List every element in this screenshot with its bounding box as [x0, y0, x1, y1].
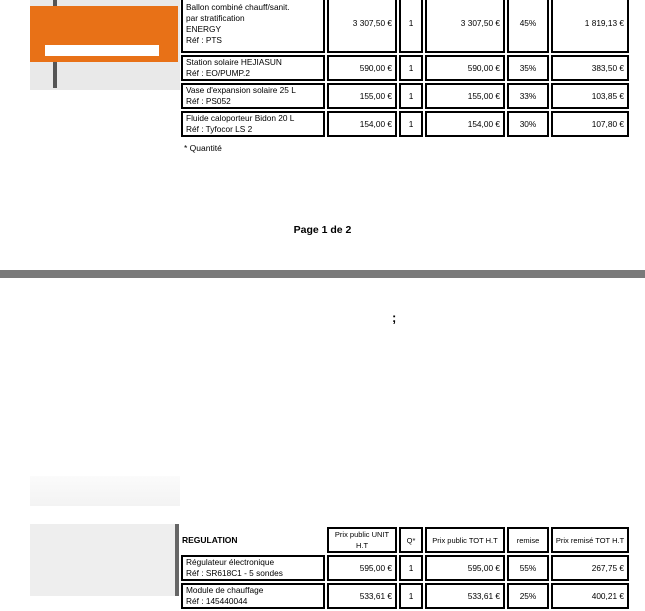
discount-cell: 45% [507, 0, 549, 53]
unit-price-cell: 154,00 € [327, 111, 397, 137]
discount-cell: 25% [507, 583, 549, 609]
unit-price-cell: 533,61 € [327, 583, 397, 609]
quantity-cell: 1 [399, 0, 423, 53]
total-price-cell: 154,00 € [425, 111, 505, 137]
net-price-cell: 383,50 € [551, 55, 629, 81]
header-faded-block [30, 476, 180, 506]
table-row [181, 83, 629, 109]
item-description-line: Fluide caloporteur Bidon 20 L [186, 113, 295, 123]
header-banner-stripe [45, 45, 159, 56]
document-page-2 [0, 278, 645, 606]
unit-price-cell: 595,00 € [327, 555, 397, 581]
item-description-line: Ballon combiné chauff/sanit. [186, 2, 290, 12]
quantity-cell: 1 [399, 111, 423, 137]
discount-cell: 30% [507, 111, 549, 137]
item-reference: Réf : PS052 [186, 96, 231, 106]
item-reference: Réf : EO/PUMP.2 [186, 68, 250, 78]
quantity-footnote: * Quantité [184, 143, 222, 153]
item-description-line: ENERGY [186, 24, 222, 34]
total-price-cell: 595,00 € [425, 555, 505, 581]
quantity-cell: 1 [399, 83, 423, 109]
item-reference: Réf : SR618C1 - 5 sondes [186, 568, 283, 578]
column-header-net-price: Prix remisé TOT H.T [551, 527, 629, 553]
total-price-cell: 533,61 € [425, 583, 505, 609]
column-header-unit-price: Prix public UNIT H.T [327, 527, 397, 553]
quote-table-page-2 [179, 525, 631, 611]
discount-cell: 55% [507, 555, 549, 581]
quote-table-page-1 [179, 0, 631, 139]
item-description [181, 0, 325, 53]
total-price-cell: 155,00 € [425, 83, 505, 109]
quantity-cell: 1 [399, 555, 423, 581]
item-description [181, 83, 325, 109]
quantity-cell: 1 [399, 55, 423, 81]
net-price-cell: 103,85 € [551, 83, 629, 109]
item-reference: Réf : 145440044 [186, 596, 248, 606]
unit-price-cell: 590,00 € [327, 55, 397, 81]
item-description-line: Vase d'expansion solaire 25 L [186, 85, 296, 95]
column-header-quantity: Q* [399, 527, 423, 553]
table-header-row [181, 527, 629, 553]
section-title: REGULATION [182, 534, 238, 545]
item-description [181, 55, 325, 81]
page-number: Page 1 de 2 [293, 224, 352, 236]
quantity-cell: 1 [399, 583, 423, 609]
net-price-cell: 400,21 € [551, 583, 629, 609]
net-price-cell: 107,80 € [551, 111, 629, 137]
table-row [181, 0, 629, 53]
discount-cell: 33% [507, 83, 549, 109]
table-row [181, 583, 629, 609]
item-description-line: par stratification [186, 13, 245, 23]
item-reference: Réf : Tyfocor LS 2 [186, 124, 253, 134]
column-header-discount: remise [507, 527, 549, 553]
item-description [181, 111, 325, 137]
net-price-cell: 1 819,13 € [551, 0, 629, 53]
total-price-cell: 3 307,50 € [425, 0, 505, 53]
stray-mark: ; [392, 310, 397, 325]
unit-price-cell: 3 307,50 € [327, 0, 397, 53]
page-separator [0, 270, 645, 278]
discount-cell: 35% [507, 55, 549, 81]
item-description-line: Station solaire HEJIASUN [186, 57, 282, 67]
net-price-cell: 267,75 € [551, 555, 629, 581]
item-description-line: Module de chauffage [186, 585, 264, 595]
table-row [181, 555, 629, 581]
unit-price-cell: 155,00 € [327, 83, 397, 109]
item-description [181, 583, 325, 609]
table-row [181, 55, 629, 81]
header-gray-block [30, 524, 175, 596]
item-description [181, 555, 325, 581]
total-price-cell: 590,00 € [425, 55, 505, 81]
document-page-1 [0, 0, 645, 270]
item-reference: Réf : PTS [186, 35, 222, 45]
table-row [181, 111, 629, 137]
item-description-line: Régulateur électronique [186, 557, 275, 567]
column-header-total-price: Prix public TOT H.T [425, 527, 505, 553]
